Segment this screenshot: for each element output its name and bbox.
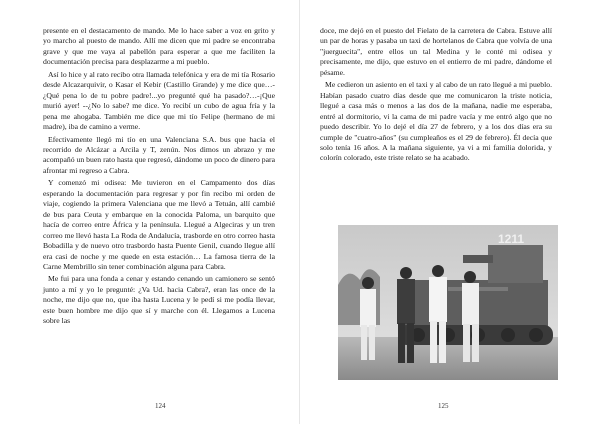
page-number: 125 xyxy=(438,402,449,410)
paragraph: Así lo hice y al rato recibo otra llamada telefónica y era de mi tía Rosario desde Alcazarquivir, o Kasar el Kebir (Castillo Grande) y me dice que…-¿Qué pena lo de tu pobre padre!...yo pregunté qué ha pasado?…-¡Que murió ayer! --¿No lo sabe? me dice. Yo recibí un cubo de agua fría y la pena me ahogaba. También me dice que mi tío Felipe (hermano de mi madre), iba de camino a verme. xyxy=(43,69,275,132)
page-number: 124 xyxy=(155,402,166,410)
paragraph: Efectivamente llegó mi tío en una Valenciana S.A. bus que hacía el recorrido de Alcázar a Arcila y T, zenún. Nos dimos un abrazo y me acompañó un buen rato hasta que regresó, dándome un poco de dinero para afrontar mi regreso a Cabra. xyxy=(43,134,275,175)
right-text-column xyxy=(320,26,552,166)
right-page xyxy=(300,0,600,424)
tank-marking: 1211 xyxy=(498,232,525,246)
paragraph: Me cedieron un asiento en el taxi y al cabo de un rato llegué a mi pueblo. Habían pasado cuatro días desde que me comunicaron la triste noticia, llegué a casa más o menos a las dos de la mañana, nadie me esperaba, entré al dormitorio, vi la cama de mi padre vacía y me entró algo que no puedo describir. Yo lo dejé el día 27 de febrero, y a los dos días era su cumple de "cuatro-años" (su cumpleaños es el 29 de febrero). Él decía que solo tenía 16 años. A la mañana siguiente, ya vi a mi familia dolorida, y colorín colorado, este triste relato se ha acabado. xyxy=(320,80,552,163)
paragraph: doce, me dejó en el puesto del Fielato de la carretera de Cabra. Estuve allí un par de horas y pasaba un taxi de hortelanos de Cabra que volvía de una "juerguecita", entre ellos un tal Medina y le conté mi odisea y precisamente, me dijo, que estuvo en el entierro de mi padre, dándome el pésame. xyxy=(320,26,552,77)
paragraph: Y comenzó mi odisea: Me tuvieron en el Campamento dos días esperando la documentación para regresar y por fin recibo mi orden de viaje, cogiendo la primera Valenciana que me llevó a Tetuán, allí cambié de bus para Ceuta y embarque en la conocida Paloma, un barquito que hacía de correo entre África y la península. Llegué a Algeciras y un tren correo me llevó hasta La Roda de Andalucía, trasborde en otro correo hasta Bobadilla y de nuevo otro trasbordo hasta Puente Genil, cuando llegue allí era casi de noche y me quede en esta estación… La famosa tierra de la Carne Membrillo sin tener combinación alguna para Cabra. xyxy=(43,178,275,271)
left-text-column xyxy=(43,26,275,329)
military-photo xyxy=(338,225,558,380)
photo-illustration xyxy=(338,225,558,380)
paragraph: presente en el destacamento de mando. Me lo hace saber a voz en grito y yo marcho al puesto de mando. Allí me dicen que mi padre se encontraba grave y que me vaya al pabellón para esperar a que me faciliten la documentación precisa para desplazarme a mi pueblo. xyxy=(43,26,275,67)
paragraph: Me fui para una fonda a cenar y estando cenando un camionero se sentó junto a mí y yo le pregunté: ¿Va Ud. hacia Cabra?, eran las once de la noche, me dijo que no, que iba hasta Lucena y le pedí si me podía llevar, este buen hombre me dijo que sí y marche con él. Llegamos a Lucena sobre las xyxy=(43,274,275,326)
